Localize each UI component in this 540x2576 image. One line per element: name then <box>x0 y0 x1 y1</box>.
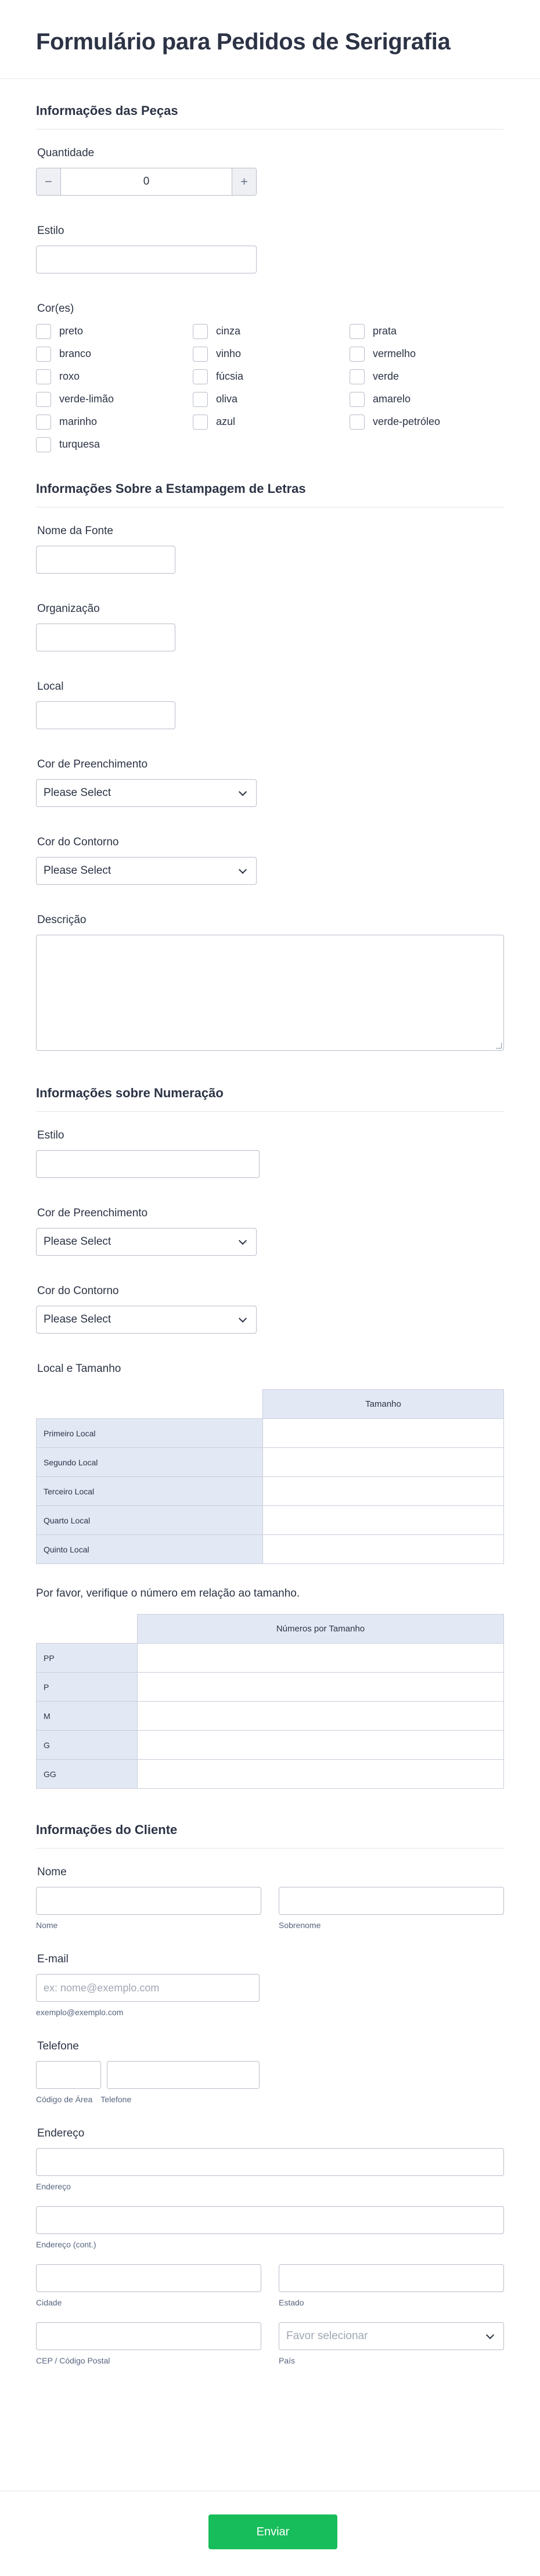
form-content <box>0 79 540 2365</box>
numbers-outline-color-select[interactable] <box>36 1306 257 1334</box>
name-label: Nome <box>37 1866 67 1878</box>
section-title-letters: Informações Sobre a Estampagem de Letras <box>36 481 504 507</box>
quantity-value[interactable]: 0 <box>143 175 150 188</box>
table-column-header: Números por Tamanho <box>138 1615 504 1644</box>
font-name-field <box>36 525 504 574</box>
address-field <box>36 2127 504 2365</box>
color-option[interactable] <box>193 346 350 362</box>
table-row <box>37 1731 504 1760</box>
color-option[interactable] <box>350 369 506 384</box>
table-row-header: Primeiro Local <box>37 1419 263 1448</box>
color-option[interactable] <box>350 323 506 339</box>
color-option[interactable] <box>36 437 193 452</box>
color-option[interactable] <box>193 414 350 430</box>
checkbox[interactable] <box>193 324 208 339</box>
color-option-label: oliva <box>216 393 238 405</box>
area-code-sublabel: Código de Área <box>36 2095 93 2104</box>
organization-field <box>36 603 504 651</box>
submit-button[interactable]: Enviar <box>208 2514 337 2549</box>
color-option-label: fúcsia <box>216 370 244 382</box>
checkbox[interactable] <box>350 347 365 362</box>
size-numbers-field <box>36 1587 504 1789</box>
section-title-parts: Informações das Peças <box>36 103 504 129</box>
chevron-down-icon <box>239 787 247 795</box>
table-row-header: P <box>37 1673 138 1702</box>
city-input[interactable] <box>36 2264 261 2292</box>
checkbox[interactable] <box>36 437 51 452</box>
organization-label: Organização <box>37 603 100 615</box>
table-cell-input[interactable] <box>138 1731 504 1760</box>
color-option[interactable] <box>193 323 350 339</box>
quantity-label: Quantidade <box>37 147 95 159</box>
checkbox[interactable] <box>36 369 51 384</box>
color-option-label: branco <box>59 348 92 359</box>
section-numbers <box>36 1074 504 1789</box>
color-option-label: amarelo <box>373 393 411 405</box>
section-client <box>36 1812 504 2365</box>
address-line2-input[interactable] <box>36 2206 504 2234</box>
table-row-header: Segundo Local <box>37 1448 263 1477</box>
letters-fill-color-select[interactable] <box>36 779 257 807</box>
table-column-header: Tamanho <box>263 1390 504 1419</box>
name-field <box>36 1866 504 1930</box>
phone-label: Telefone <box>37 2040 79 2052</box>
address-line2-sublabel: Endereço (cont.) <box>36 2240 96 2249</box>
email-sublabel: exemplo@exemplo.com <box>36 2008 124 2017</box>
location-input[interactable] <box>36 701 175 729</box>
letters-outline-color-value: Please Select <box>44 864 111 877</box>
color-option[interactable] <box>36 369 193 384</box>
color-option-label: prata <box>373 325 397 337</box>
letters-fill-color-field <box>36 758 504 807</box>
color-option-label: cinza <box>216 325 241 337</box>
table-row-header: Quinto Local <box>37 1535 263 1564</box>
form-title: Formulário para Pedidos de Serigrafia <box>36 29 451 55</box>
color-option[interactable] <box>350 414 506 430</box>
numbers-fill-color-field <box>36 1207 504 1256</box>
table-row <box>37 1419 504 1448</box>
numbers-outline-color-value: Please Select <box>44 1313 111 1325</box>
letters-outline-color-select[interactable] <box>36 857 257 885</box>
font-name-input[interactable] <box>36 546 175 574</box>
zip-input[interactable] <box>36 2322 261 2350</box>
table-row-header: Quarto Local <box>37 1506 263 1535</box>
numbers-fill-color-select[interactable] <box>36 1228 257 1256</box>
chevron-down-icon <box>239 1236 247 1244</box>
color-option[interactable] <box>193 369 350 384</box>
color-option[interactable] <box>350 346 506 362</box>
color-option-label: vermelho <box>373 348 416 359</box>
table-row-header: GG <box>37 1760 138 1789</box>
color-option-label: preto <box>59 325 84 337</box>
checkbox[interactable] <box>36 392 51 407</box>
table-cell-input[interactable] <box>138 1673 504 1702</box>
checkbox[interactable] <box>36 415 51 430</box>
city-sublabel: Cidade <box>36 2298 62 2307</box>
form-header <box>0 0 540 79</box>
first-name-input[interactable] <box>36 1887 261 1915</box>
checkbox[interactable] <box>350 415 365 430</box>
letters-fill-color-value: Please Select <box>44 787 111 799</box>
chevron-down-icon <box>239 865 247 873</box>
numbers-outline-color-field <box>36 1285 504 1334</box>
color-option[interactable] <box>36 391 193 407</box>
email-field <box>36 1953 504 2017</box>
style-field <box>36 225 504 273</box>
checkbox[interactable] <box>36 324 51 339</box>
table-row <box>37 1535 504 1564</box>
quantity-field <box>36 147 504 196</box>
checkbox[interactable] <box>193 392 208 407</box>
checkbox[interactable] <box>350 392 365 407</box>
section-title-numbers: Informações sobre Numeração <box>36 1086 504 1112</box>
chevron-down-icon <box>239 1314 247 1322</box>
country-sublabel: País <box>279 2356 296 2365</box>
phone-number-sublabel: Telefone <box>100 2095 132 2104</box>
phone-field <box>36 2040 504 2104</box>
style-input[interactable] <box>36 246 257 273</box>
table-cell-input[interactable] <box>263 1477 504 1506</box>
numbers-fill-color-label: Cor de Preenchimento <box>37 1207 148 1219</box>
checkbox[interactable] <box>193 369 208 384</box>
letters-outline-color-field <box>36 836 504 885</box>
address-line1-sublabel: Endereço <box>36 2182 71 2191</box>
chevron-down-icon <box>486 2330 494 2339</box>
color-option[interactable] <box>36 346 193 362</box>
style-label: Estilo <box>37 225 64 237</box>
table-cell-input[interactable] <box>263 1419 504 1448</box>
table-cell-input[interactable] <box>138 1702 504 1731</box>
country-select-value: Favor selecionar <box>286 2330 368 2342</box>
size-note: Por favor, verifique o número em relação ao tamanho. <box>36 1587 300 1599</box>
numbers-style-field <box>36 1129 504 1178</box>
checkbox[interactable] <box>36 347 51 362</box>
color-option[interactable] <box>193 391 350 407</box>
table-corner <box>37 1390 263 1419</box>
table-cell-input[interactable] <box>263 1506 504 1535</box>
color-option-label: verde <box>373 370 399 382</box>
font-name-label: Nome da Fonte <box>37 525 113 537</box>
numbers-style-label: Estilo <box>37 1129 64 1141</box>
table-row <box>37 1448 504 1477</box>
table-row <box>37 1673 504 1702</box>
table-row <box>37 1702 504 1731</box>
checkbox[interactable] <box>193 415 208 430</box>
numbers-style-input[interactable] <box>36 1150 260 1178</box>
location-label: Local <box>37 680 64 693</box>
table-row <box>37 1477 504 1506</box>
zip-sublabel: CEP / Código Postal <box>36 2356 110 2365</box>
phone-number-input[interactable] <box>107 2061 260 2089</box>
form-footer <box>0 2491 540 2576</box>
color-option[interactable] <box>36 323 193 339</box>
table-row <box>37 1644 504 1673</box>
first-name-sublabel: Nome <box>36 1921 58 1930</box>
state-input[interactable] <box>279 2264 504 2292</box>
country-select[interactable] <box>279 2322 504 2350</box>
table-row-header: PP <box>37 1644 138 1673</box>
checkbox[interactable] <box>350 369 365 384</box>
table-cell-input[interactable] <box>138 1760 504 1789</box>
checkbox[interactable] <box>350 324 365 339</box>
letters-fill-color-label: Cor de Preenchimento <box>37 758 148 770</box>
table-row <box>37 1506 504 1535</box>
location-field <box>36 680 504 729</box>
color-option-label: vinho <box>216 348 242 359</box>
table-row-header: G <box>37 1731 138 1760</box>
numbers-fill-color-value: Please Select <box>44 1235 111 1248</box>
color-option-label: azul <box>216 416 236 427</box>
table-row-header: Terceiro Local <box>37 1477 263 1506</box>
location-size-table <box>36 1389 504 1564</box>
decrement-button[interactable]: − <box>37 168 61 195</box>
letters-outline-color-label: Cor do Contorno <box>37 836 119 848</box>
section-letters <box>36 475 504 1051</box>
color-option-label: verde-limão <box>59 393 114 405</box>
area-code-input[interactable] <box>36 2061 101 2089</box>
location-size-field <box>36 1363 504 1564</box>
color-option[interactable] <box>36 414 193 430</box>
colors-checkbox-group <box>36 323 504 452</box>
address-line1-input[interactable] <box>36 2148 504 2176</box>
quantity-stepper <box>36 168 257 196</box>
email-label: E-mail <box>37 1953 69 1965</box>
colors-label: Cor(es) <box>37 302 74 315</box>
section-title-client: Informações do Cliente <box>36 1822 504 1849</box>
address-label: Endereço <box>37 2127 85 2139</box>
description-textarea[interactable] <box>36 935 504 1051</box>
colors-field <box>36 302 504 452</box>
description-field <box>36 914 504 1051</box>
table-cell-input[interactable] <box>263 1448 504 1477</box>
color-option[interactable] <box>350 391 506 407</box>
resize-handle-icon[interactable] <box>496 1043 502 1049</box>
checkbox[interactable] <box>193 347 208 362</box>
email-input[interactable] <box>36 1974 260 2002</box>
last-name-input[interactable] <box>279 1887 504 1915</box>
table-row-header: M <box>37 1702 138 1731</box>
last-name-sublabel: Sobrenome <box>279 1921 321 1930</box>
table-cell-input[interactable] <box>138 1644 504 1673</box>
section-parts <box>36 79 504 452</box>
color-option-label: roxo <box>59 370 80 382</box>
location-size-label: Local e Tamanho <box>37 1363 121 1375</box>
table-cell-input[interactable] <box>263 1535 504 1564</box>
color-option-label: turquesa <box>59 438 100 450</box>
description-label: Descrição <box>37 914 87 926</box>
size-numbers-table <box>36 1614 504 1789</box>
color-option-label: verde-petróleo <box>373 416 441 427</box>
organization-input[interactable] <box>36 624 175 651</box>
table-corner <box>37 1615 138 1644</box>
color-option-label: marinho <box>59 416 98 427</box>
table-row <box>37 1760 504 1789</box>
numbers-outline-color-label: Cor do Contorno <box>37 1285 119 1297</box>
increment-button[interactable]: + <box>232 168 256 195</box>
state-sublabel: Estado <box>279 2298 304 2307</box>
